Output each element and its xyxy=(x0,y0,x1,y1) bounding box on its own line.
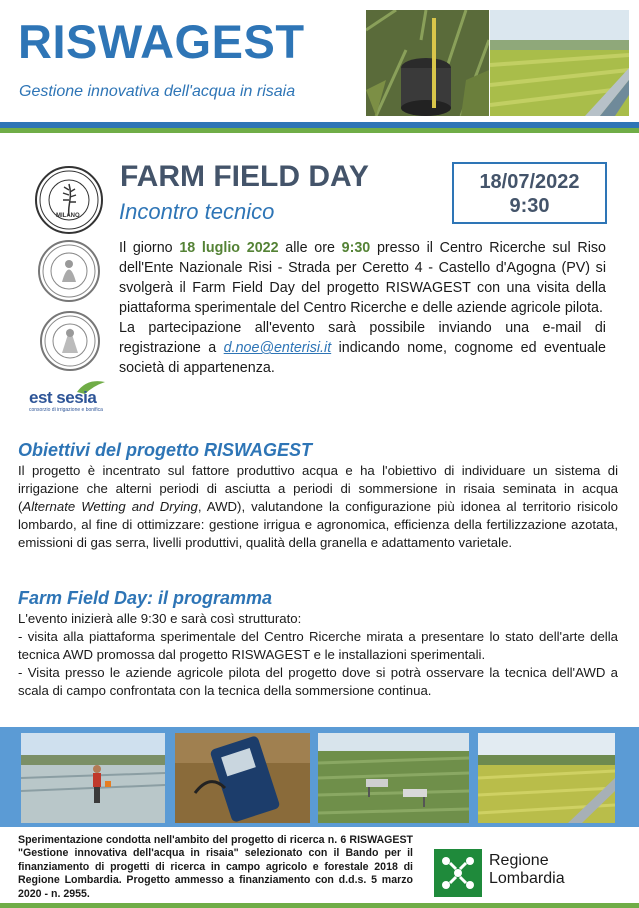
event-time: 9:30 xyxy=(509,195,550,217)
footer-funding-text: Sperimentazione condotta nell'ambito del progetto di ricerca n. 6 RISWAGEST "Gestione innovativa dell'acqua in risaia" selezionato con il Bando per il finanziamento di progetti di ricerca in campo agricolo e forestale 2018 di Regione Lombardia. Progetto ammesso a finanziamento con d.d.s. 5 marzo 2020 - n. 2955. xyxy=(18,834,413,900)
regione-lombardia-logo xyxy=(434,849,482,897)
est-sesia-name: est sesia xyxy=(29,388,97,407)
footer-divider-green xyxy=(0,903,639,908)
ente-risi-logo xyxy=(35,166,103,234)
photo-rice-field-canal xyxy=(478,733,615,823)
intro-text: presso il Centro Ricerche sul Riso dell'Ente Nazionale Risi - Strada per Ceretto 4 - Castello d'Agogna (PV) si svolgerà il Farm Field Day del progetto RISWAGEST con una visita della piattaforma sperimentale del Centro Ricerche e delle aziende agricole pilota. xyxy=(119,240,606,316)
event-date-box xyxy=(452,162,607,224)
intro-text: Il giorno xyxy=(119,240,180,256)
event-subtitle: Incontro tecnico xyxy=(119,199,275,224)
objectives-text-emphasis: Alternate Wetting and Drying xyxy=(22,499,198,514)
program-line: - Visita presso le aziende agricole pilota del progetto dove si potrà osservare la tecnica dell'AWD a scala di campo confrontata con la tecnica della sommersione continua. xyxy=(18,665,618,698)
region-line1: Regione xyxy=(489,852,549,869)
header-photo-water-tube xyxy=(366,10,489,116)
photo-measuring-device xyxy=(175,733,310,823)
photo-worker-in-paddy xyxy=(21,733,165,823)
university-seal-logo xyxy=(38,240,100,302)
objectives-text-part: Il progetto è incentrato sul fattore produttivo acqua e ha l'obiettivo di individuare un sistema di irrigazione che alterni periodi di asciutta a periodi di sommersione in risaia seminata in acqua ( xyxy=(18,463,618,514)
region-line2: Lombardia xyxy=(489,870,565,887)
header-photo-rice-field xyxy=(490,10,629,116)
est-sesia-logo xyxy=(27,380,107,412)
intro-text: alle ore xyxy=(278,240,342,256)
event-date: 18/07/2022 xyxy=(479,171,580,193)
intro-time: 9:30 xyxy=(341,240,371,256)
registration-email-link[interactable]: d.noe@enterisi.it xyxy=(223,340,332,356)
event-title: FARM FIELD DAY xyxy=(120,160,369,193)
registration-text: indicando nome, cognome ed eventuale società di appartenenza. xyxy=(119,340,606,376)
intro-date: 18 luglio 2022 xyxy=(179,240,279,256)
ente-risi-city: MILANO xyxy=(56,213,80,219)
header-divider-green xyxy=(0,128,639,133)
program-text xyxy=(18,610,618,700)
program-heading: Farm Field Day: il programma xyxy=(18,588,273,608)
page-subtitle: Gestione innovativa dell'acqua in risaia xyxy=(19,83,296,100)
registration-text: La partecipazione all'evento sarà possibile inviando una e-mail di registrazione a xyxy=(119,320,606,356)
est-sesia-subtitle: consorzio di irrigazione e bonifica xyxy=(29,407,103,413)
objectives-text-part: , AWD), valutandone la configurazione più idonea al territorio risicolo lombardo, al fine di ottimizzare: gestione irrigua e agronomica, efficienza della fertilizzazione azotata, emissioni di gas serra, livelli produttivi, qualità della granella e adattamento varietale. xyxy=(18,499,619,550)
regione-lombardia-name xyxy=(489,852,565,888)
intro-paragraph xyxy=(119,238,606,378)
university-milano-logo xyxy=(40,311,100,371)
page-title: RISWAGEST xyxy=(18,15,305,68)
objectives-heading: Obiettivi del progetto RISWAGEST xyxy=(18,440,313,460)
program-line: L'evento inizierà alle 9:30 e sarà così strutturato: xyxy=(18,611,302,626)
program-line: - visita alla piattaforma sperimentale del Centro Ricerche mirata a presentare lo stato dell'arte della tecnica AWD promossa dal progetto RISWAGEST e le installazioni sperimentali. xyxy=(18,629,618,662)
photo-experimental-plots xyxy=(318,733,469,823)
objectives-text xyxy=(18,462,618,552)
